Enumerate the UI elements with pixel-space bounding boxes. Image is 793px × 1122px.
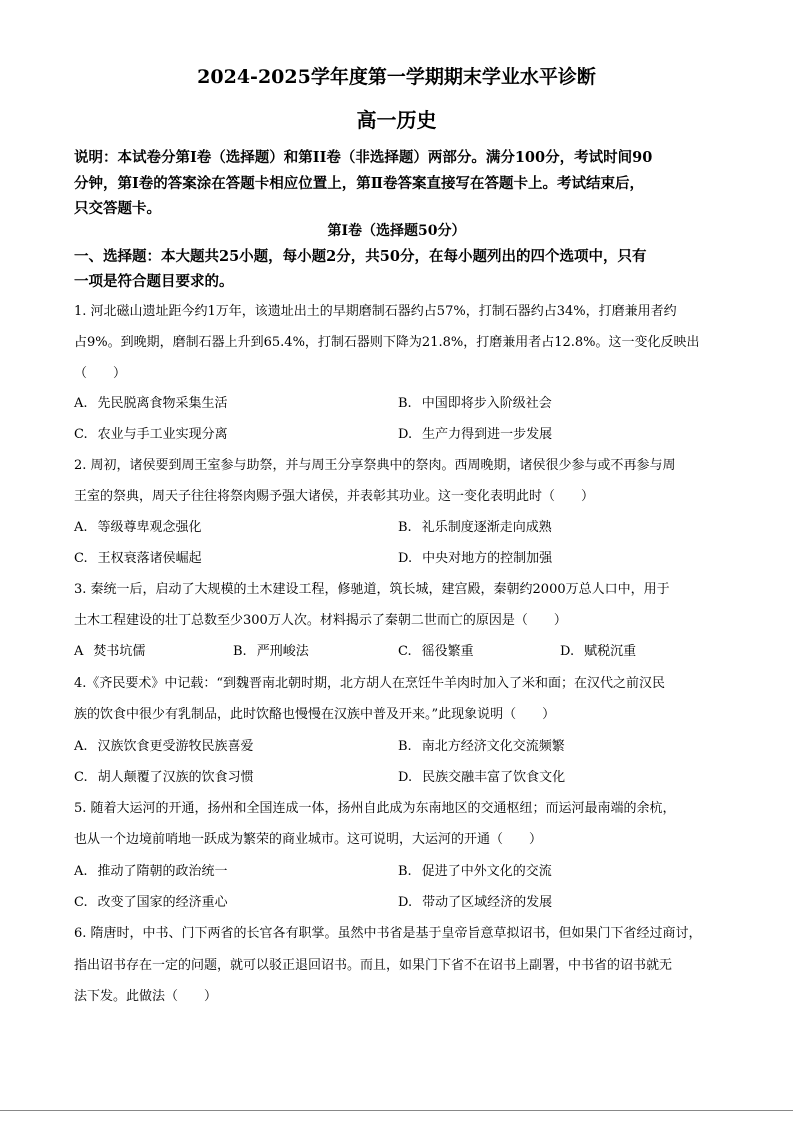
question-4-option-b: B. 南北方经济文化交流频繁 — [398, 739, 565, 754]
question-6-stem: 法下发。此做法（ ） — [74, 989, 218, 1004]
question-1-stem: （ ） — [74, 366, 127, 381]
subject-title: 高一历史 — [356, 108, 437, 132]
question-6-stem: 6. 隋唐时，中书、门下两省的长官各有职掌。虽然中书省是基于皇帝旨意草拟诏书，但如果门下省经过商讨， — [74, 926, 702, 941]
question-5-stem: 也从一个边境前哨地一跃成为繁荣的商业城市。这可说明，大运河的开通（ ） — [74, 832, 543, 847]
part-intro-line: 一项是符合题目要求的。 — [74, 273, 234, 290]
question-3-option-d: D. 赋税沉重 — [560, 644, 637, 659]
question-3-option-a: A 焚书坑儒 — [74, 644, 146, 659]
question-2-stem: 王室的祭典，周天子往往将祭肉赐予强大诸侯，并表彰其功业。这一变化表明此时（ ） — [74, 489, 595, 504]
question-2-option-d: D. 中央对地方的控制加强 — [398, 551, 553, 566]
section-title: 第Ⅰ卷（选择题50分） — [327, 223, 466, 239]
part-intro-line: 一、选择题：本大题共25小题，每小题2分，共50分，在每小题列出的四个选项中，只有 — [74, 248, 647, 265]
question-2-option-a: A. 等级尊卑观念强化 — [74, 520, 202, 535]
question-4-option-d: D. 民族交融丰富了饮食文化 — [398, 770, 566, 785]
question-4-option-c: C. 胡人颠覆了汉族的饮食习惯 — [74, 770, 254, 785]
question-2-stem: 2. 周初，诸侯要到周王室参与助祭，并与周王分享祭典中的祭肉。西周晚期，诸侯很少参与或不再参与周 — [74, 458, 676, 473]
question-3-stem: 土木工程建设的壮丁总数至少300万人次。材料揭示了秦朝二世而亡的原因是（ ） — [74, 613, 567, 628]
question-5-option-c: C. 改变了国家的经济重心 — [74, 895, 228, 910]
question-5-option-a: A. 推动了隋朝的政治统一 — [74, 864, 228, 879]
question-1-stem: 占9%。到晚期，磨制石器上升到65.4%，打制石器则下降为21.8%，打磨兼用者占12.8%。这一变化反映出 — [74, 335, 700, 350]
question-3-option-c: C. 徭役繁重 — [398, 644, 474, 659]
question-4-stem: 4.《齐民要术》中记载：“到魏晋南北朝时期，北方胡人在烹饪牛羊肉时加入了米和面；在汉代之前汉民 — [74, 676, 666, 691]
instruction-line: 分钟，第I卷的答案涂在答题卡相应位置上，第Ⅱ卷答案直接写在答题卡上。考试结束后， — [74, 175, 644, 192]
question-2-option-c: C. 王权衰落诸侯崛起 — [74, 551, 202, 566]
page-bottom-rule — [0, 1110, 793, 1111]
question-5-stem: 5. 随着大运河的开通，扬州和全国连成一体，扬州自此成为东南地区的交通枢纽；而运河最南端的余杭， — [74, 801, 676, 816]
question-1-stem: 1. 河北磁山遗址距今约1万年，该遗址出土的早期磨制石器约占57%，打制石器约占34%，打磨兼用者约 — [74, 304, 677, 319]
question-1-option-d: D. 生产力得到进一步发展 — [398, 427, 553, 442]
question-3-stem: 3. 秦统一后，启动了大规模的土木建设工程，修驰道，筑长城，建宫殿，秦朝约2000万总人口中，用于 — [74, 582, 670, 597]
question-4-option-a: A. 汉族饮食更受游牧民族喜爱 — [74, 739, 254, 754]
instruction-line: 只交答题卡。 — [74, 200, 161, 217]
question-1-option-b: B. 中国即将步入阶级社会 — [398, 396, 552, 411]
question-5-option-d: D. 带动了区域经济的发展 — [398, 895, 553, 910]
question-3-option-b: B. 严刑峻法 — [233, 644, 309, 659]
question-4-stem: 族的饮食中很少有乳制品，此时饮酪也慢慢在汉族中普及开来。”此现象说明（ ） — [74, 707, 556, 722]
question-2-option-b: B. 礼乐制度逐渐走向成熟 — [398, 520, 552, 535]
question-5-option-b: B. 促进了中外文化的交流 — [398, 864, 552, 879]
question-6-stem: 指出诏书存在一定的问题，就可以驳正退回诏书。而且，如果门下省不在诏书上副署，中书省的诏书就无 — [74, 958, 673, 973]
question-1-option-c: C. 农业与手工业实现分离 — [74, 427, 228, 442]
instruction-line: 说明：本试卷分第I卷（选择题）和第II卷（非选择题）两部分。满分100分，考试时间90 — [74, 149, 653, 166]
question-1-option-a: A. 先民脱离食物采集生活 — [74, 396, 228, 411]
exam-title: 2024-2025学年度第一学期期末学业水平诊断 — [197, 66, 596, 88]
